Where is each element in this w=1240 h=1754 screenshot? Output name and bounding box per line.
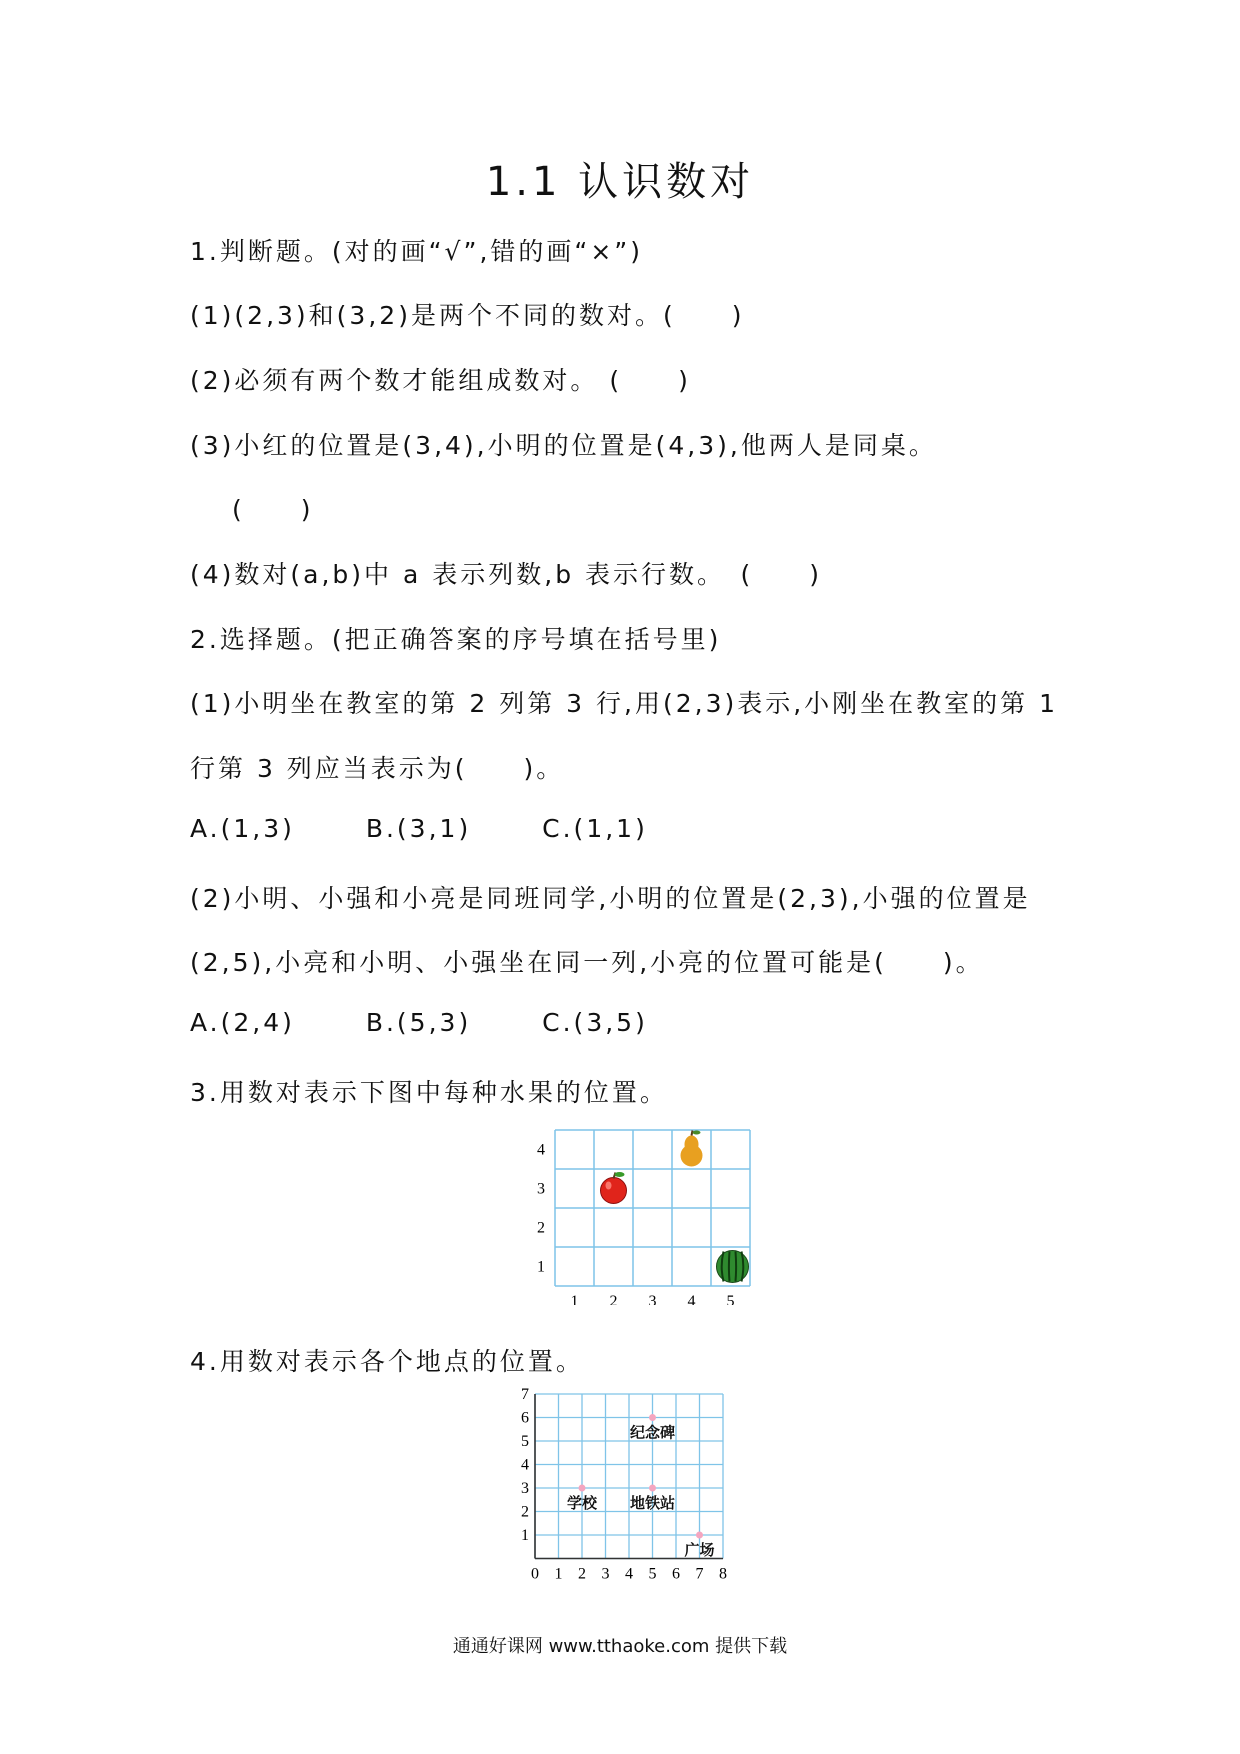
option-c: C.(1,1) bbox=[542, 814, 648, 843]
x-tick-label: 0 bbox=[531, 1565, 539, 1583]
q2-item-1-options bbox=[190, 814, 708, 843]
q1-item-3: (3)小红的位置是(3,4),小明的位置是(4,3),他两人是同桌。 bbox=[190, 431, 937, 460]
q2-item-2-line-1: (2)小明、小强和小亮是同班同学,小明的位置是(2,3),小强的位置是 bbox=[190, 884, 1031, 913]
option-b: B.(5,3) bbox=[365, 1008, 472, 1037]
q1-item-1: (1)(2,3)和(3,2)是两个不同的数对。( ) bbox=[190, 301, 745, 330]
place-point bbox=[649, 1485, 656, 1492]
y-tick-label: 2 bbox=[537, 1219, 545, 1237]
place-point bbox=[696, 1532, 703, 1539]
q1-heading: 1.判断题。(对的画“√”,错的画“×”) bbox=[190, 237, 643, 266]
option-a: A.(2,4) bbox=[190, 1008, 295, 1037]
q1-item-2: (2)必须有两个数才能组成数对。 ( ) bbox=[190, 366, 691, 395]
place-point bbox=[649, 1414, 656, 1421]
q2-item-2-line-2: (2,5),小亮和小明、小强坐在同一列,小亮的位置可能是( )。 bbox=[190, 948, 984, 977]
x-tick-label: 6 bbox=[672, 1565, 680, 1583]
option-a: A.(1,3) bbox=[190, 814, 295, 843]
pear-icon bbox=[681, 1131, 703, 1167]
fruit-grid bbox=[530, 1125, 760, 1305]
place-point bbox=[579, 1485, 586, 1492]
x-tick-label: 5 bbox=[726, 1293, 735, 1305]
q2-item-1-line-1: (1)小明坐在教室的第 2 列第 3 行,用(2,3)表示,小刚坐在教室的第 1 bbox=[190, 689, 1059, 718]
place-grid-lines bbox=[535, 1394, 723, 1559]
q2-item-1-line-2: 行第 3 列应当表示为( )。 bbox=[190, 754, 565, 783]
watermelon-icon bbox=[717, 1251, 749, 1283]
y-tick-label: 5 bbox=[521, 1433, 529, 1450]
page-title: 1.1 认识数对 bbox=[485, 159, 755, 205]
y-tick-label: 1 bbox=[537, 1258, 545, 1276]
x-tick-label: 1 bbox=[554, 1565, 563, 1583]
y-tick-label: 1 bbox=[521, 1527, 529, 1544]
option-c: C.(3,5) bbox=[542, 1008, 648, 1037]
apple-icon bbox=[601, 1172, 627, 1204]
y-tick-label: 7 bbox=[521, 1388, 529, 1403]
place-grid bbox=[515, 1388, 765, 1603]
y-tick-label: 2 bbox=[521, 1503, 529, 1521]
y-tick-label: 3 bbox=[521, 1480, 529, 1497]
x-tick-label: 5 bbox=[648, 1565, 657, 1583]
y-tick-label: 4 bbox=[521, 1456, 529, 1474]
y-tick-label: 6 bbox=[521, 1409, 529, 1427]
x-tick-label: 4 bbox=[625, 1565, 633, 1583]
place-label: 广场 bbox=[684, 1543, 715, 1559]
q4-heading: 4.用数对表示各个地点的位置。 bbox=[190, 1347, 584, 1376]
x-tick-label: 8 bbox=[719, 1565, 727, 1583]
q1-item-3-blank: ( ) bbox=[232, 495, 314, 524]
place-label: 学校 bbox=[566, 1496, 598, 1512]
place-label: 地铁站 bbox=[629, 1496, 676, 1512]
x-tick-label: 3 bbox=[648, 1293, 657, 1305]
x-tick-label: 1 bbox=[570, 1293, 579, 1305]
x-tick-label: 3 bbox=[601, 1565, 610, 1583]
q2-item-2-options bbox=[190, 1008, 708, 1037]
option-b: B.(3,1) bbox=[365, 814, 472, 843]
footer-credit: 通通好课网 www.tthaoke.com 提供下载 bbox=[452, 1636, 788, 1657]
y-tick-label: 3 bbox=[537, 1180, 545, 1198]
y-tick-label: 4 bbox=[537, 1141, 545, 1159]
x-tick-label: 2 bbox=[578, 1565, 586, 1583]
q2-heading: 2.选择题。(把正确答案的序号填在括号里) bbox=[190, 625, 722, 654]
place-label: 纪念碑 bbox=[629, 1425, 676, 1442]
x-tick-label: 7 bbox=[695, 1565, 704, 1583]
q1-item-4: (4)数对(a,b)中 a 表示列数,b 表示行数。 ( ) bbox=[190, 560, 823, 589]
x-tick-label: 4 bbox=[687, 1293, 696, 1305]
x-tick-label: 2 bbox=[609, 1293, 618, 1305]
q3-heading: 3.用数对表示下图中每种水果的位置。 bbox=[190, 1078, 668, 1107]
